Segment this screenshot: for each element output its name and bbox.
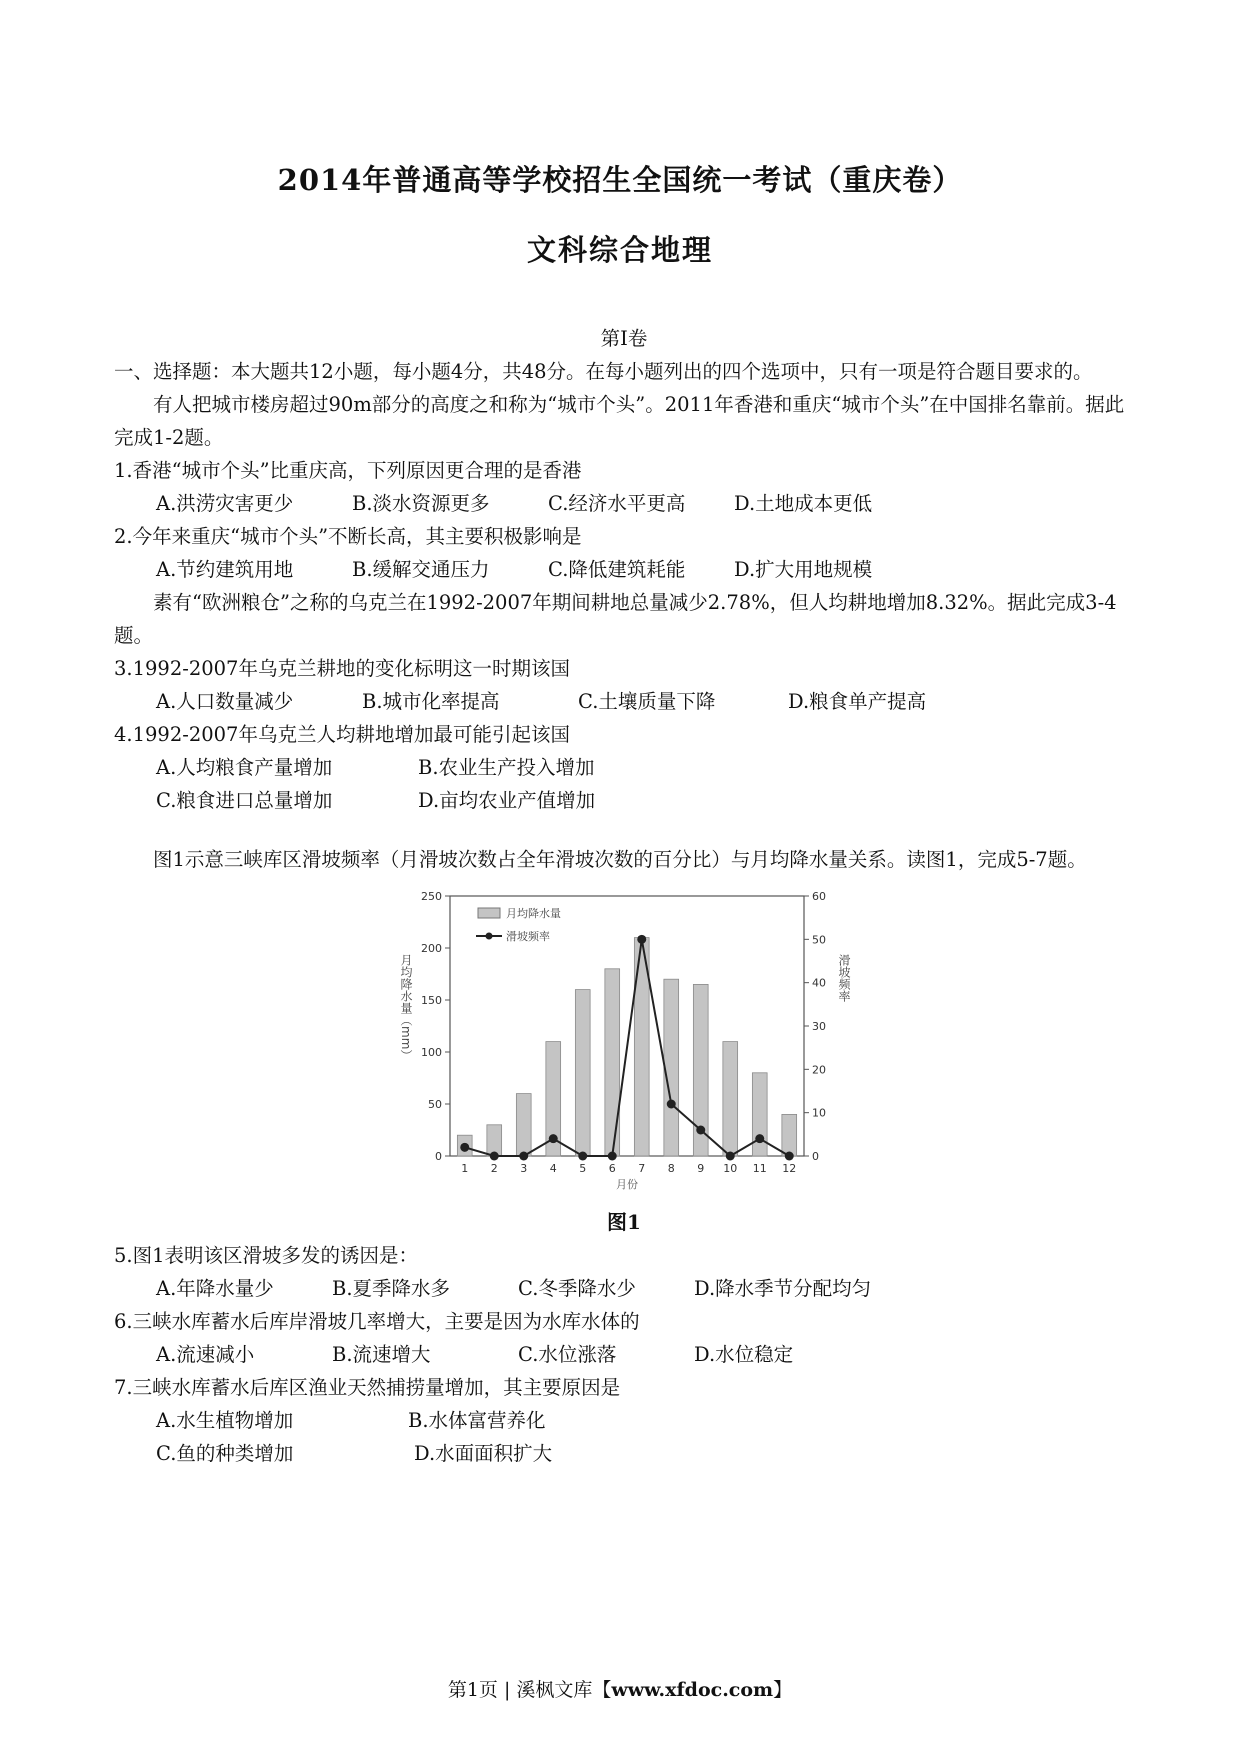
x-tick-label: 7 bbox=[638, 1162, 646, 1175]
option-a: A.水生植物增加 bbox=[156, 1409, 294, 1432]
option-c: C.经济水平更高 bbox=[548, 492, 686, 515]
option-a: A.节约建筑用地 bbox=[156, 558, 294, 581]
question-4-stem: 4.1992-2007年乌克兰人均耕地增加最可能引起该国 bbox=[114, 723, 570, 746]
x-tick-label: 6 bbox=[608, 1162, 616, 1175]
x-tick-label: 10 bbox=[723, 1162, 738, 1175]
y2-tick-label: 50 bbox=[812, 933, 826, 947]
legend-swatch-bar bbox=[478, 908, 500, 918]
bar-precipitation bbox=[723, 1042, 738, 1156]
bar-precipitation bbox=[752, 1073, 767, 1156]
point-landslide-frequency bbox=[578, 1152, 587, 1161]
option-a: A.人均粮食产量增加 bbox=[156, 756, 333, 779]
plot-frame bbox=[450, 896, 804, 1156]
footer-link[interactable]: www.xfdoc.com bbox=[611, 1679, 774, 1701]
point-landslide-frequency bbox=[785, 1152, 794, 1161]
option-b: B.水体富营养化 bbox=[408, 1409, 546, 1432]
bar-precipitation bbox=[516, 1094, 531, 1156]
x-tick-label: 1 bbox=[461, 1162, 469, 1175]
y-tick-label: 0 bbox=[435, 1150, 442, 1163]
point-landslide-frequency bbox=[667, 1100, 676, 1109]
x-tick-label: 2 bbox=[490, 1162, 498, 1175]
point-landslide-frequency bbox=[549, 1134, 558, 1143]
option-a: A.流速减小 bbox=[156, 1343, 255, 1366]
option-d: D.水位稳定 bbox=[694, 1343, 794, 1366]
x-tick-label: 8 bbox=[667, 1162, 675, 1175]
legend-label-line: 滑坡频率 bbox=[506, 930, 550, 943]
option-b: B.淡水资源更多 bbox=[352, 492, 490, 515]
y2-tick-label: 40 bbox=[812, 976, 826, 990]
point-landslide-frequency bbox=[637, 935, 646, 944]
bar-precipitation bbox=[782, 1114, 797, 1156]
bar-precipitation bbox=[664, 979, 679, 1156]
y2-axis-label: 滑坡频率 bbox=[837, 954, 851, 1002]
option-c: C.水位涨落 bbox=[518, 1343, 617, 1366]
figure-1 bbox=[114, 876, 1134, 1204]
bar-precipitation bbox=[605, 969, 620, 1156]
point-landslide-frequency bbox=[490, 1152, 499, 1161]
option-b: B.流速增大 bbox=[332, 1343, 431, 1366]
question-3-options bbox=[114, 685, 1134, 718]
bar-precipitation bbox=[487, 1125, 502, 1156]
question-3-stem: 3.1992-2007年乌克兰耕地的变化标明这一时期该国 bbox=[114, 657, 570, 680]
bar-precipitation bbox=[575, 990, 590, 1156]
group2-intro: 素有“欧洲粮仓”之称的乌克兰在1992-2007年期间耕地总量减少2.78%，但人均耕地增加8.32%。据此完成3-4题。 bbox=[114, 591, 1117, 647]
option-c: C.冬季降水少 bbox=[518, 1277, 636, 1300]
point-landslide-frequency bbox=[519, 1152, 528, 1161]
question-4-options-row2 bbox=[114, 784, 1134, 817]
question-5-stem: 5.图1表明该区滑坡多发的诱因是： bbox=[114, 1244, 419, 1267]
point-landslide-frequency bbox=[726, 1152, 735, 1161]
question-6-options bbox=[114, 1338, 1134, 1371]
y2-tick-label: 0 bbox=[812, 1150, 819, 1163]
x-tick-label: 11 bbox=[752, 1162, 767, 1175]
question-4-options-row1 bbox=[114, 751, 1134, 784]
question-6-stem: 6.三峡水库蓄水后库岸滑坡几率增大，主要是因为水库水体的 bbox=[114, 1310, 640, 1333]
y2-tick-label: 60 bbox=[812, 890, 826, 903]
x-tick-label: 5 bbox=[579, 1162, 587, 1175]
option-b: B.农业生产投入增加 bbox=[418, 756, 595, 779]
x-tick-label: 3 bbox=[520, 1162, 528, 1175]
section-label: 第Ⅰ卷 bbox=[600, 327, 648, 350]
option-d: D.降水季节分配均匀 bbox=[694, 1277, 872, 1300]
y2-tick-label: 20 bbox=[812, 1063, 826, 1077]
line-landslide-frequency bbox=[465, 939, 790, 1156]
x-tick-label: 9 bbox=[697, 1162, 705, 1175]
group3-intro: 图1示意三峡库区滑坡频率（月滑坡次数占全年滑坡次数的百分比）与月均降水量关系。读图1，完成5-7题。 bbox=[153, 848, 1087, 871]
page-footer bbox=[0, 1675, 1240, 1702]
y-tick-label: 100 bbox=[421, 1046, 442, 1059]
question-1-options bbox=[114, 487, 1134, 520]
question-2-stem: 2.今年来重庆“城市个头”不断长高，其主要积极影响是 bbox=[114, 525, 582, 548]
option-b: B.城市化率提高 bbox=[362, 690, 500, 713]
y2-tick-label: 30 bbox=[812, 1020, 826, 1033]
option-d: D.扩大用地规模 bbox=[734, 558, 873, 581]
y2-tick-label: 10 bbox=[812, 1106, 826, 1120]
legend-label-bar: 月均降水量 bbox=[506, 907, 561, 920]
point-landslide-frequency bbox=[755, 1134, 764, 1143]
option-c: C.降低建筑耗能 bbox=[548, 558, 686, 581]
y-tick-label: 200 bbox=[421, 942, 442, 955]
question-5-options bbox=[114, 1272, 1134, 1305]
option-c: C.土壤质量下降 bbox=[578, 690, 716, 713]
y-tick-label: 250 bbox=[421, 890, 442, 903]
footer-end: 】 bbox=[773, 1679, 793, 1701]
question-7-options-row1 bbox=[114, 1404, 1134, 1437]
option-d: D.亩均农业产值增加 bbox=[418, 789, 596, 812]
option-a: A.年降水量少 bbox=[156, 1277, 274, 1300]
option-c: C.鱼的种类增加 bbox=[156, 1442, 294, 1465]
point-landslide-frequency bbox=[696, 1126, 705, 1135]
exam-body bbox=[114, 322, 1134, 1470]
x-tick-label: 12 bbox=[782, 1162, 797, 1175]
figure-caption: 图1 bbox=[607, 1210, 641, 1234]
option-a: A.洪涝灾害更少 bbox=[156, 492, 294, 515]
question-7-options-row2 bbox=[114, 1437, 1134, 1470]
x-tick-label: 4 bbox=[549, 1162, 557, 1175]
question-7-stem: 7.三峡水库蓄水后库区渔业天然捕捞量增加，其主要原因是 bbox=[114, 1376, 621, 1399]
option-b: B.缓解交通压力 bbox=[352, 558, 490, 581]
option-a: A.人口数量减少 bbox=[156, 690, 294, 713]
legend-swatch-point bbox=[486, 933, 493, 940]
exam-subtitle: 文科综合地理 bbox=[526, 233, 713, 267]
option-b: B.夏季降水多 bbox=[332, 1277, 451, 1300]
question-1-stem: 1.香港“城市个头”比重庆高，下列原因更合理的是香港 bbox=[114, 459, 582, 482]
option-d: D.粮食单产提高 bbox=[788, 690, 927, 713]
question-2-options bbox=[114, 553, 1134, 586]
option-d: D.水面面积扩大 bbox=[414, 1442, 553, 1465]
footer-text: 第1页 | 溪枫文库【 bbox=[447, 1679, 612, 1701]
y-tick-label: 50 bbox=[428, 1098, 442, 1111]
x-axis-label: 月份 bbox=[616, 1178, 638, 1191]
point-landslide-frequency bbox=[460, 1143, 469, 1152]
exam-title: 2014年普通高等学校招生全国统一考试（重庆卷） bbox=[277, 163, 963, 197]
landslide-precipitation-chart bbox=[384, 884, 864, 1194]
y-axis-label: 月均降水量（mm） bbox=[399, 954, 413, 1062]
option-c: C.粮食进口总量增加 bbox=[156, 789, 333, 812]
point-landslide-frequency bbox=[608, 1152, 617, 1161]
group1-intro: 有人把城市楼房超过90m部分的高度之和称为“城市个头”。2011年香港和重庆“城市个头”在中国排名靠前。据此完成1-2题。 bbox=[114, 393, 1125, 449]
section-instructions: 一、选择题：本大题共12小题，每小题4分，共48分。在每小题列出的四个选项中，只有一项是符合题目要求的。 bbox=[114, 360, 1093, 383]
y-tick-label: 150 bbox=[421, 994, 442, 1007]
option-d: D.土地成本更低 bbox=[734, 492, 873, 515]
